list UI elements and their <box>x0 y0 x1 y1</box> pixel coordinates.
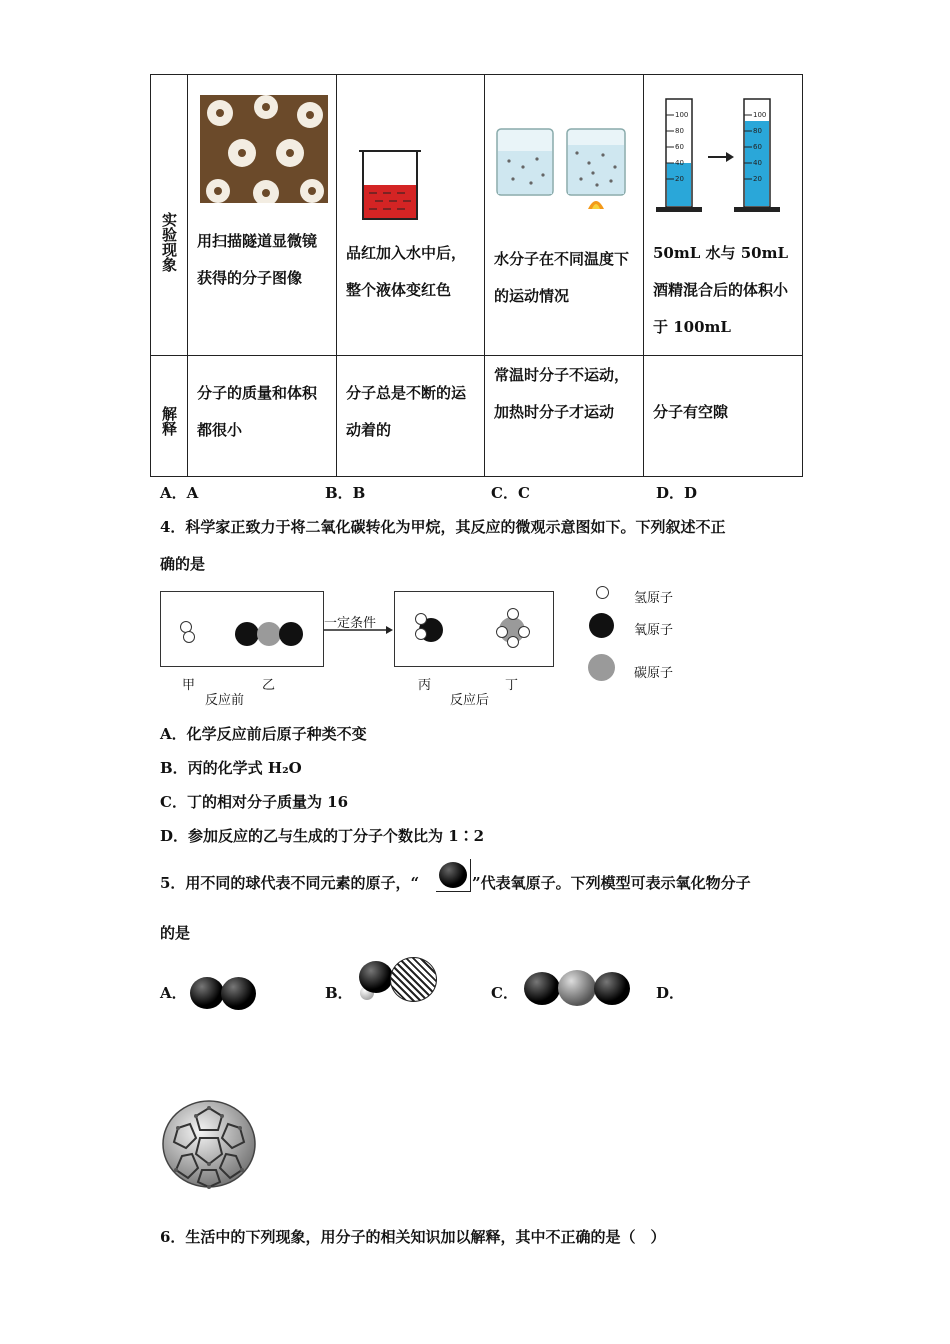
label-after-reaction: 反应后 <box>450 693 490 708</box>
reaction-condition-label: 一定条件 <box>324 616 377 631</box>
obs-cell-1 <box>188 75 337 356</box>
q5-option-b-label[interactable]: B． <box>325 984 353 1002</box>
oxygen-atom-icon <box>221 977 256 1010</box>
explanation-text-3: 常温时分子不运动，加热时分子才运动 <box>494 366 630 421</box>
oxygen-atom-icon <box>359 961 393 993</box>
hydrogen-atom <box>183 631 195 643</box>
oxygen-atom-icon <box>594 972 630 1005</box>
hatched-atom-icon <box>390 957 437 1002</box>
label-bing: 丙 <box>418 678 432 693</box>
label-ding: 丁 <box>505 678 519 693</box>
stm-molecule-image <box>200 95 328 203</box>
tick-label-right-60: 60 <box>753 143 762 151</box>
obs-cell-2 <box>337 75 485 356</box>
row-header-observation-text: 实验现象 <box>160 212 178 272</box>
tick-label-left-100: 100 <box>675 111 689 119</box>
oxygen-atom-icon <box>524 972 560 1005</box>
hydrogen-atom <box>415 613 427 625</box>
label-jia: 甲 <box>182 678 196 693</box>
observation-text-3: 水分子在不同温度下的运动情况 <box>494 250 630 305</box>
label-before-reaction: 反应前 <box>205 693 245 708</box>
legend-oxygen-icon <box>589 613 614 638</box>
obs-cell-3 <box>485 75 644 356</box>
q3-option-a[interactable]: A．A <box>160 484 199 502</box>
q4-option-a[interactable]: A．化学反应前后原子种类不变 <box>160 725 367 743</box>
q3-option-d[interactable]: D．D <box>656 484 698 502</box>
legend-carbon-label: 碳原子 <box>634 666 674 681</box>
carbon-atom <box>257 622 281 646</box>
q6-stem: 6．生活中的下列现象，用分子的相关知识加以解释，其中不正确的是（ ） <box>160 1228 666 1246</box>
tick-label-right-40: 40 <box>753 159 762 167</box>
legend-hydrogen-icon <box>596 586 609 599</box>
q4-stem-line2: 确的是 <box>160 555 206 573</box>
hydrogen-atom <box>507 608 519 620</box>
hydrogen-atom <box>415 628 427 640</box>
tick-label-left-80: 80 <box>675 127 684 135</box>
exp-cell-2 <box>337 356 485 477</box>
observation-text-4: 50mL 水与 50mL 酒精混合后的体积小于 100mL <box>653 244 789 336</box>
row-header-explanation-text: 解释 <box>160 406 178 436</box>
explanation-text-4: 分子有空隙 <box>653 403 729 421</box>
row-header-observation <box>151 75 188 356</box>
observation-text-2: 品红加入水中后，整个液体变红色 <box>346 244 467 299</box>
q5-stem-part1: 5．用不同的球代表不同元素的原子，“ <box>160 874 420 892</box>
hydrogen-atom <box>518 626 530 638</box>
tick-label-left-40: 40 <box>675 159 684 167</box>
experiment-table <box>150 74 803 477</box>
measuring-cylinders-icon <box>652 91 796 215</box>
products-box <box>394 591 554 667</box>
exp-cell-1 <box>188 356 337 477</box>
hydrogen-atom <box>507 636 519 648</box>
oxygen-atom <box>279 622 303 646</box>
q4-option-c[interactable]: C．丁的相对分子质量为 16 <box>160 793 349 811</box>
oxygen-atom-icon <box>190 977 224 1009</box>
exp-cell-3 <box>485 356 644 477</box>
water-molecule-beakers-icon <box>493 123 633 213</box>
q3-option-b[interactable]: B．B <box>325 484 366 502</box>
q5-option-d-fullerene-model[interactable] <box>160 1098 258 1190</box>
explanation-text-1: 分子的质量和体积都很小 <box>197 384 318 439</box>
q5-option-a-label[interactable]: A． <box>160 984 187 1002</box>
legend-carbon-icon <box>588 654 615 681</box>
tick-label-right-20: 20 <box>753 175 762 183</box>
q5-stem-part2: ”代表氧原子。下列模型可表示氧化物分子 <box>472 874 751 892</box>
beaker-red-icon <box>355 147 425 223</box>
legend-oxygen-label: 氧原子 <box>634 623 674 638</box>
q4-option-d[interactable]: D．参加反应的乙与生成的丁分子个数比为 1∶2 <box>160 827 485 845</box>
hydrogen-atom <box>496 626 508 638</box>
tick-label-right-100: 100 <box>753 111 767 119</box>
label-yi: 乙 <box>262 678 276 693</box>
reactants-box <box>160 591 324 667</box>
legend-hydrogen-label: 氢原子 <box>634 591 674 606</box>
q5-option-d-label[interactable]: D． <box>656 984 685 1002</box>
q5-stem-line2: 的是 <box>160 924 191 942</box>
observation-text-1: 用扫描隧道显微镜获得的分子图像 <box>197 232 318 287</box>
tick-label-left-60: 60 <box>675 143 684 151</box>
obs-cell-4 <box>644 75 803 356</box>
explanation-text-2: 分子总是不断的运动着的 <box>346 384 467 439</box>
tick-label-left-20: 20 <box>675 175 684 183</box>
oxygen-atom-icon <box>439 862 467 888</box>
q3-option-c[interactable]: C．C <box>491 484 530 502</box>
reaction-arrow-icon <box>322 624 394 636</box>
oxygen-atom <box>235 622 259 646</box>
exp-cell-4 <box>644 356 803 477</box>
q5-option-c-label[interactable]: C． <box>491 984 518 1002</box>
tick-label-right-80: 80 <box>753 127 762 135</box>
carbon-atom-icon <box>558 970 596 1006</box>
oxygen-symbol-frame <box>436 859 471 892</box>
row-header-explanation <box>151 356 188 477</box>
q4-stem-line1: 4．科学家正致力于将二氧化碳转化为甲烷，其反应的微观示意图如下。下列叙述不正 <box>160 518 726 536</box>
q4-option-b[interactable]: B．丙的化学式 H₂O <box>160 759 302 777</box>
